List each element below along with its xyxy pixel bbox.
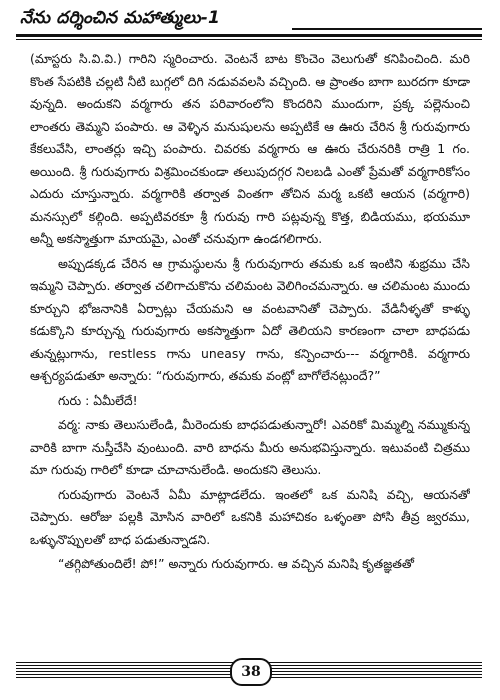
paragraph-5: గురువుగారు వెంటనే ఏమీ మాట్లాడలేదు. ఇంతలో ఒక మనిషి వచ్చి, ఆయనతో చెప్పారు. ఆరోజు పల్లకి మోసిన వారిలో ఒకనికి మహాచికం ఒళ్ళంతా పోసి తీవ్ర జ్వరము, ఒళ్ళునొప్పులతో బాధ పడుతున్నాడని. — [30, 486, 470, 547]
paragraph-6: “తగ్గిపోతుందిలే! పో!” అన్నారు గురువుగారు. ఆ వచ్చిన మనిషి కృతజ్ఞతతో — [58, 556, 414, 571]
page-header — [16, 8, 482, 36]
header-rule — [16, 34, 482, 37]
paragraph-1: (మాస్టరు సి.వి.వి.) గారిని స్మరించారు. వెంటనే బాట కొంచెం వెలుగుతో కనిపించింది. మరి కొంత సేపటికి చల్లటి నీటి బుగ్గలో దిగి నడువవలసి వచ్చింది. ఆ ప్రాంతం బాగా బురదగా కూడా వున్నది. అందుకని వర్మగారు తన పరివారంలోని కొందరిని ముందుగా, ప్రక్క పల్లెనుంచి లాంతరు తెమ్మని పంపారు. ఆ వెళ్ళిన మనుషులను అప్పటికే ఆ ఊరు చేరిన శ్రీ గురువుగారు కేకలువేసి, లాంతర్లు ఇచ్చి పంపారు. చివరకు వర్మగారు ఆ ఊరు చేరునరికి రాత్రి 1 గం. అయింది. శ్రీ గురువుగారు విశ్రమించకుండా తలుపుదగ్గర నిలబడి ఎంతో ప్రేమతో వర్మగారికోసం ఎదురు చూస్తున్నారు. వర్మగారికి తర్వాత వింతగా తోచిన మర్మ ఒకటి ఆయన (వర్మగారి) మనస్సులో కల్గింది. అప్పటివరకూ శ్రీ గురువు గారి పట్లవున్న కొత్త, బిడియము, భయమూ అన్నీ అకస్మాత్తుగా మాయమై, ఎంతో చనువుగా ఉండగలిగారు. — [30, 51, 470, 246]
page-footer — [16, 658, 482, 686]
paragraph-2: అప్పుడక్కడ చేరిన ఆ గ్రామస్థులను శ్రీ గురువుగారు తమకు ఒక ఇంటిని శుభ్రము చేసి ఇమ్మని చెప్పారు. తర్వాత చలిగాచుకొను చలిమంట వెలిగించమన్నారు. ఆ చలిమంట ముందు కూర్చుని భోజనానికి ఏర్పాట్లు చేయమని ఆ వంటవానితో చెప్పారు. వేడినీళ్ళతో కాళ్ళు కడుక్కొని కూర్చున్న గురువుగారు అకస్మాత్తుగా ఏదో తెలియని కారణంగా చాలా బాధపడు తున్నట్లుగాను, restless గాను uneasy గాను, కన్పించారు--- వర్మగారికి. వర్మగారు ఆశ్చర్యపడుతూ అన్నారు: “గురువుగారు, తమకు వంట్లో బాగోలేనట్లుందే?” — [30, 255, 470, 383]
paragraph-3: గురు : ఏమీలేదే! — [58, 392, 138, 408]
page-number: 38 — [230, 658, 272, 686]
header-underline — [292, 28, 482, 30]
header-title: నేను దర్శించిన మహాత్ములు-1 — [20, 8, 221, 28]
page-content — [30, 48, 470, 658]
header-rule-thin — [16, 39, 482, 40]
paragraph-4: వర్మ: నాకు తెలుసులేండి, మీరెందుకు బాధపడుతున్నారో! ఎవరికో మిమ్మల్ని నమ్ముకున్న వారికి బాగా నుస్తీచేసి వుంటుంది. వారి బాధను మీరు అనుభవిస్తున్నారు. ఇటువంటి చిత్రము మా గురువు గారిలో కూడా చూచానులేండి. అందుకని తెలుసు. — [30, 417, 470, 477]
